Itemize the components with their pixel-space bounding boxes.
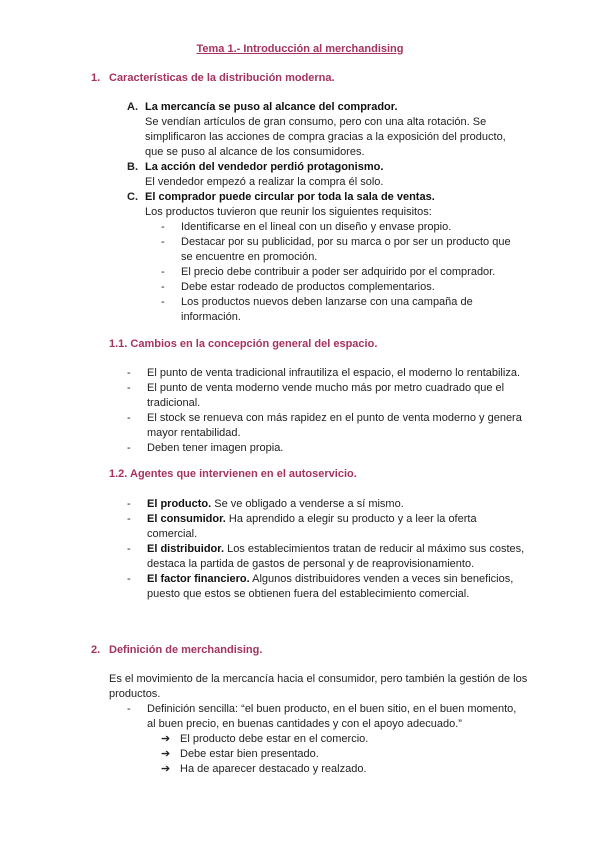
lettered-item-c: C. El comprador puede circular por toda la sala de ventas. Los productos tuvieron que reunir los siguientes requisitos: <box>127 190 527 220</box>
lettered-item-heading: La mercancía se puso al alcance del comprador. <box>145 101 398 113</box>
space-changes-list <box>127 366 527 456</box>
subsection-1-2-heading: 1.2. Agentes que intervienen en el autoservicio. <box>109 468 357 480</box>
lettered-item-heading: La acción del vendedor perdió protagonismo. <box>145 161 384 173</box>
section-2-number: 2. <box>91 644 101 656</box>
subsection-1-1-heading: 1.1. Cambios en la concepción general del espacio. <box>109 338 378 350</box>
list-item: - El distribuidor. Los establecimientos tratan de reducir al máximo sus costes, destaca la partida de gastos de personal y de reaprovisionamiento. <box>127 543 525 570</box>
list-item: - El stock se renueva con más rapidez en el punto de venta moderno y genera mayor rentabilidad. <box>127 412 522 439</box>
arrow-icon: ➔ <box>161 733 171 745</box>
list-item: ➔ Ha de aparecer destacado y realzado. <box>161 763 367 775</box>
arrow-icon: ➔ <box>161 763 171 775</box>
section-2-heading <box>91 643 262 658</box>
list-item: - Identificarse en el lineal con un diseño y envase propio. <box>161 221 452 233</box>
list-item: - Deben tener imagen propia. <box>127 442 284 454</box>
section-1-title: Características de la distribución moderna. <box>109 72 335 84</box>
lettered-item-body: Se vendían artículos de gran consumo, pero con una alta rotación. Se simplificaron las acciones de compra gracias a la exposición del producto, que se puso al alcance de los consumidores. <box>145 116 506 158</box>
list-item: - El consumidor. Ha aprendido a elegir su producto y a leer la oferta comercial. <box>127 513 477 540</box>
list-item: - Los productos nuevos deben lanzarse con una campaña de información. <box>161 296 473 323</box>
list-item: - El producto. Se ve obligado a venderse a sí mismo. <box>127 498 404 510</box>
list-item: - El factor financiero. Algunos distribuidores venden a veces sin beneficios, puesto que estos se obtienen fuera del establecimiento comercial. <box>127 573 514 600</box>
requirements-list <box>161 220 521 325</box>
section-1-heading <box>91 71 335 86</box>
list-item: - Debe estar rodeado de productos complementarios. <box>161 281 435 293</box>
section-2-intro: Es el movimiento de la mercancía hacia el consumidor, pero también la gestión de los productos. <box>109 673 528 700</box>
arrow-list <box>161 732 521 777</box>
agents-list <box>127 497 527 602</box>
section-1-number: 1. <box>91 72 101 84</box>
document-title: Tema 1.- Introducción al merchandising <box>196 43 404 55</box>
list-item: - El punto de venta tradicional infrautiliza el espacio, el moderno lo rentabiliza. <box>127 367 520 379</box>
lettered-item-a: A. La mercancía se puso al alcance del comprador. Se vendían artículos de gran consumo, pero con una alta rotación. Se simplificaron las acciones de compra gracias a la exposición del producto, que se puso al alcance de los consumidores. <box>127 100 527 160</box>
lettered-item-body: Los productos tuvieron que reunir los siguientes requisitos: <box>145 206 432 218</box>
list-item: ➔ El producto debe estar en el comercio. <box>161 733 369 745</box>
lettered-item-body: El vendedor empezó a realizar la compra él solo. <box>145 176 384 188</box>
lettered-item-heading: El comprador puede circular por toda la sala de ventas. <box>145 191 435 203</box>
definition-list <box>127 702 527 732</box>
section-2-title: Definición de merchandising. <box>109 644 263 656</box>
list-item: - Destacar por su publicidad, por su marca o por ser un producto que se encuentre en promoción. <box>161 236 511 263</box>
list-item: - Definición sencilla: “el buen producto, en el buen sitio, en el buen momento, al buen precio, en buenas cantidades y con el apoyo adecuado.” <box>127 703 517 730</box>
list-item: - El punto de venta moderno vende mucho más por metro cuadrado que el tradicional. <box>127 382 505 409</box>
arrow-icon: ➔ <box>161 748 171 760</box>
list-item: - El precio debe contribuir a poder ser adquirido por el comprador. <box>161 266 496 278</box>
list-item: ➔ Debe estar bien presentado. <box>161 748 319 760</box>
lettered-item-b: B. La acción del vendedor perdió protagonismo. El vendedor empezó a realizar la compra él solo. <box>127 160 527 190</box>
